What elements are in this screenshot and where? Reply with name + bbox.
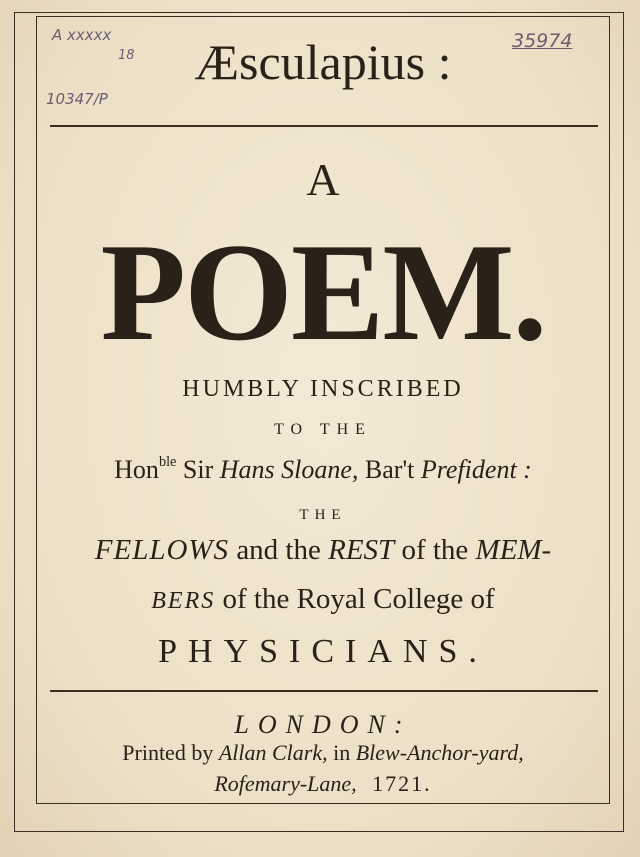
fellows-word: FELLOWS [94,534,230,566]
honorific: Hon [114,454,159,484]
imprint-year: 1721. [372,771,432,796]
royal-college-words: of the Royal College of [222,583,495,615]
poem-heading: POEM. [100,215,546,370]
to-the-line: TO THE [274,421,372,438]
imprint-printer-line [36,740,610,766]
bers-line [36,583,610,616]
of-the-words: of the [401,534,469,566]
imprint-city: LONDON: [234,710,412,739]
dedicatee-name: Hans Sloane, [219,454,359,484]
sir-label: Sir [182,454,214,484]
imprint-rule [50,690,598,692]
honorific-superscript: ble [158,454,177,470]
printer-place: Blew-Anchor-yard, [355,740,524,765]
handwritten-shelfmark: 10347/P [46,90,108,108]
inner-border [36,16,610,804]
handwritten-note: A xxxxx [52,26,112,44]
page-title: Æsculapius : [194,34,452,90]
rest-word: REST [328,534,395,566]
and-the-words: and the [236,534,321,566]
imprint-street-line [36,771,610,797]
president-label: Prefident : [420,454,532,484]
the-line: THE [299,507,347,523]
physicians-line: PHYSICIANS. [158,633,488,670]
street-name: Rofemary-Lane, [214,771,357,796]
in-word: in [333,740,351,765]
title-rule [50,125,598,127]
baronet-label: Bar't [364,454,415,484]
dedicatee-line [36,454,610,485]
handwritten-shelf-number: 18 [118,48,135,63]
printed-by-words: Printed by [122,740,214,765]
inscription-line: HUMBLY INSCRIBED [182,376,464,402]
bers-word: BERS [151,588,216,614]
article-heading: A [306,154,340,205]
handwritten-accession-number: 35974 [512,30,573,52]
members-word: MEM- [475,534,552,566]
fellows-line [36,534,610,567]
printer-name: Allan Clark, [218,740,328,765]
